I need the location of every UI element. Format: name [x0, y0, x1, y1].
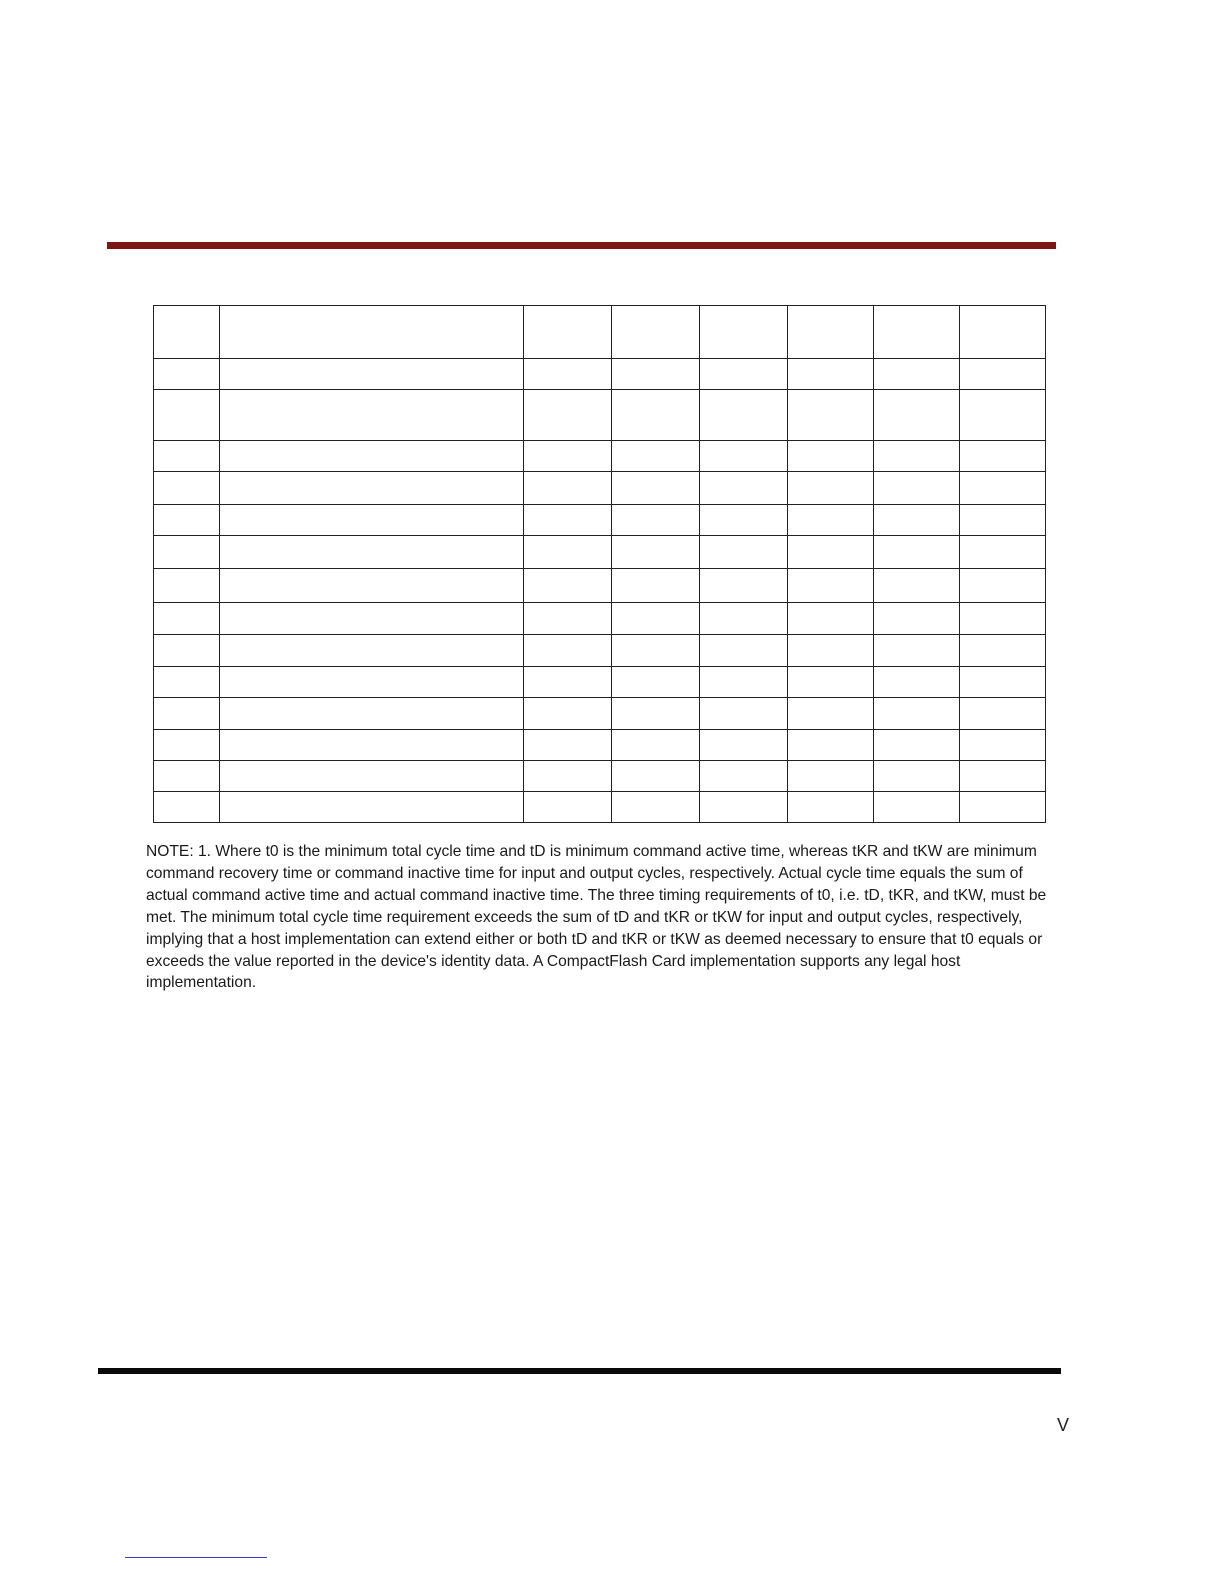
- table-cell: [960, 761, 1046, 792]
- table-cell: [220, 698, 524, 730]
- footer-rule: [98, 1368, 1061, 1374]
- table-row: [154, 505, 1046, 536]
- table-cell: [524, 536, 612, 569]
- table-cell: [874, 359, 960, 390]
- table-cell: [960, 505, 1046, 536]
- table-cell: [700, 761, 788, 792]
- table-row: [154, 603, 1046, 635]
- table-cell: [154, 792, 220, 823]
- table-cell: [788, 505, 874, 536]
- table-cell: [700, 792, 788, 823]
- table-cell: [788, 698, 874, 730]
- table-cell: [700, 441, 788, 472]
- table-cell: [960, 472, 1046, 505]
- table-cell: [612, 730, 700, 761]
- table-cell: [874, 603, 960, 635]
- table-cell: [524, 569, 612, 603]
- table-cell: [220, 603, 524, 635]
- table-cell: [700, 390, 788, 441]
- table-cell: [220, 359, 524, 390]
- table-cell: [612, 792, 700, 823]
- table-row: [154, 730, 1046, 761]
- table-cell: [154, 441, 220, 472]
- table-cell: [154, 359, 220, 390]
- table-cell: [788, 667, 874, 698]
- page-number: V: [1057, 1415, 1070, 1435]
- table-cell: [874, 698, 960, 730]
- table-cell: [154, 472, 220, 505]
- table-cell: [220, 390, 524, 441]
- table-cell: [788, 635, 874, 667]
- table-cell: [874, 472, 960, 505]
- table-cell: [524, 390, 612, 441]
- table-cell: [874, 792, 960, 823]
- table-cell: [220, 441, 524, 472]
- table-cell: [700, 536, 788, 569]
- table-cell: [788, 472, 874, 505]
- table-cell: [154, 667, 220, 698]
- table-cell: [524, 635, 612, 667]
- table-cell: [154, 390, 220, 441]
- table-cell: [524, 667, 612, 698]
- table-cell: [874, 505, 960, 536]
- table-cell: [700, 603, 788, 635]
- table-cell: [788, 730, 874, 761]
- table-cell: [154, 505, 220, 536]
- table-cell: [874, 441, 960, 472]
- table-cell: [154, 761, 220, 792]
- table-row: [154, 472, 1046, 505]
- timing-note: NOTE: 1. Where t0 is the minimum total cycle time and tD is minimum command active time, whereas tKR and tKW are minimum command recovery time or command inactive time for input and output cycles, respectively. Actual cycle time equals the sum of actual command active time and actual command inactive time. The three timing requirements of t0, i.e. tD, tKR, and tKW, must be met. The minimum total cycle time requirement exceeds the sum of tD and tKR or tKW for input and output cycles, respectively, implying that a host implementation can extend either or both tD and tKR or tKW as deemed necessary to ensure that t0 equals or exceeds the value reported in the device's identity data. A CompactFlash Card implementation supports any legal host implementation.: [146, 843, 1047, 992]
- table-cell: [220, 569, 524, 603]
- table-cell: [960, 667, 1046, 698]
- table-cell: [220, 306, 524, 359]
- table-cell: [524, 730, 612, 761]
- table-cell: [960, 792, 1046, 823]
- table-cell: [220, 536, 524, 569]
- table-cell: [788, 761, 874, 792]
- table-cell: [960, 390, 1046, 441]
- table-cell: [612, 635, 700, 667]
- table-cell: [220, 730, 524, 761]
- table-cell: [700, 505, 788, 536]
- table-row: [154, 698, 1046, 730]
- table-cell: [154, 730, 220, 761]
- table-cell: [960, 569, 1046, 603]
- table-cell: [788, 390, 874, 441]
- table-cell: [524, 472, 612, 505]
- table-cell: [612, 536, 700, 569]
- table-cell: [874, 536, 960, 569]
- table-cell: [612, 441, 700, 472]
- table-cell: [612, 359, 700, 390]
- table-row: [154, 359, 1046, 390]
- table-cell: [874, 635, 960, 667]
- table-cell: [788, 306, 874, 359]
- table-cell: [874, 569, 960, 603]
- table-cell: [524, 792, 612, 823]
- table-cell: [154, 698, 220, 730]
- table-row: [154, 761, 1046, 792]
- table-cell: [524, 761, 612, 792]
- table-cell: [960, 730, 1046, 761]
- table-cell: [612, 306, 700, 359]
- table-row: [154, 536, 1046, 569]
- table-cell: [612, 667, 700, 698]
- table-cell: [960, 603, 1046, 635]
- table-cell: [524, 359, 612, 390]
- table-cell: [960, 441, 1046, 472]
- table-cell: [612, 761, 700, 792]
- table-cell: [700, 698, 788, 730]
- table-cell: [788, 441, 874, 472]
- table-cell: [960, 306, 1046, 359]
- table-cell: [220, 761, 524, 792]
- header-rule: [107, 242, 1056, 249]
- table-row: [154, 390, 1046, 441]
- table-row: [154, 667, 1046, 698]
- table-cell: [154, 536, 220, 569]
- table-cell: [154, 603, 220, 635]
- table-cell: [788, 569, 874, 603]
- footnote-separator: [125, 1557, 267, 1558]
- table-row: [154, 569, 1046, 603]
- table-cell: [960, 359, 1046, 390]
- table-cell: [700, 635, 788, 667]
- table-cell: [612, 603, 700, 635]
- table-cell: [612, 390, 700, 441]
- table-row: [154, 306, 1046, 359]
- table-cell: [154, 635, 220, 667]
- table-cell: [960, 536, 1046, 569]
- table-cell: [524, 505, 612, 536]
- table-cell: [220, 667, 524, 698]
- table-cell: [874, 730, 960, 761]
- table-row: [154, 441, 1046, 472]
- table-cell: [220, 472, 524, 505]
- table-cell: [960, 698, 1046, 730]
- table-cell: [700, 569, 788, 603]
- table-cell: [612, 698, 700, 730]
- table-cell: [788, 603, 874, 635]
- table-row: [154, 635, 1046, 667]
- table-cell: [524, 306, 612, 359]
- table-cell: [154, 306, 220, 359]
- table-cell: [874, 667, 960, 698]
- table-cell: [788, 536, 874, 569]
- table-cell: [220, 505, 524, 536]
- table-cell: [960, 635, 1046, 667]
- table-cell: [524, 698, 612, 730]
- table-cell: [612, 569, 700, 603]
- table-cell: [788, 792, 874, 823]
- table-cell: [700, 359, 788, 390]
- table-cell: [700, 730, 788, 761]
- table-cell: [612, 505, 700, 536]
- table-row: [154, 792, 1046, 823]
- table-cell: [700, 306, 788, 359]
- table-cell: [874, 761, 960, 792]
- table-cell: [788, 359, 874, 390]
- table-cell: [524, 441, 612, 472]
- table-cell: [700, 667, 788, 698]
- table-cell: [220, 635, 524, 667]
- timing-table: [153, 305, 1046, 823]
- table-cell: [874, 390, 960, 441]
- table-cell: [874, 306, 960, 359]
- table-cell: [524, 603, 612, 635]
- table-cell: [154, 569, 220, 603]
- table-cell: [220, 792, 524, 823]
- table-cell: [612, 472, 700, 505]
- table-cell: [700, 472, 788, 505]
